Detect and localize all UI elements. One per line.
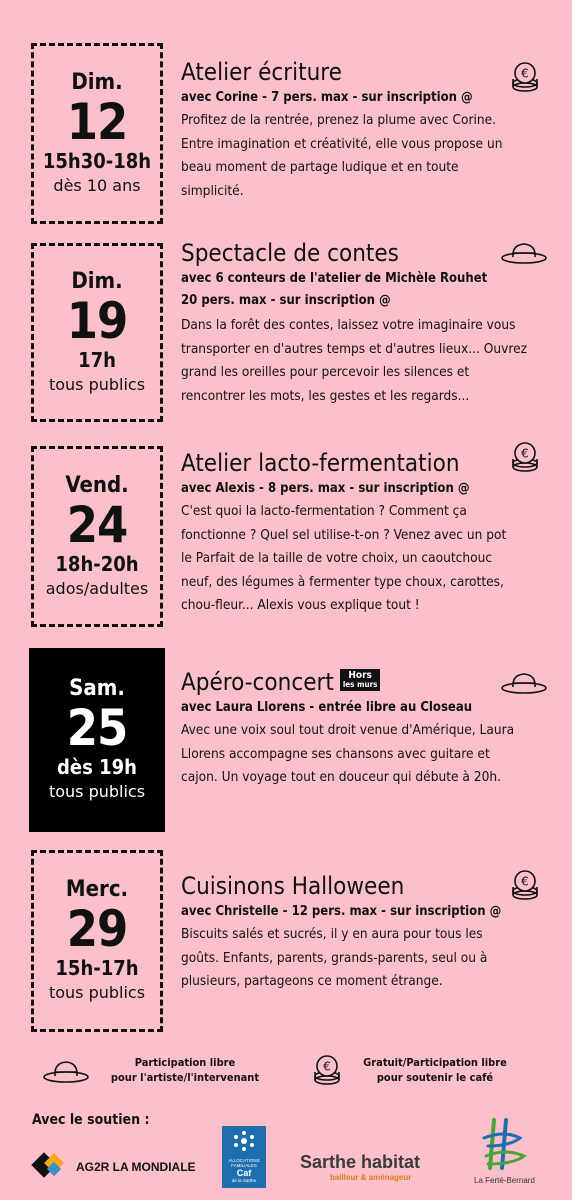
event-day: Dim. <box>71 69 123 95</box>
legend-hat-text: Participation libre pour l'artiste/l'intervenant <box>110 1056 260 1084</box>
event-day: Dim. <box>71 268 123 294</box>
ferte-bernard-logo-icon <box>480 1116 528 1172</box>
hors-les-murs-badge: Hors les murs <box>340 669 381 691</box>
support-title: Avec le soutien : <box>32 1112 150 1128</box>
event-audience: dès 10 ans <box>53 175 141 195</box>
sarthe-habitat-logo: Sarthe habitat <box>300 1152 421 1172</box>
event-title: Atelier lacto-fermentation <box>181 449 460 477</box>
svg-text:€: € <box>521 446 529 461</box>
event-audience: tous publics <box>48 374 146 394</box>
event-title: Cuisinons Halloween <box>181 872 405 900</box>
event-subtitle: avec Corine - 7 pers. max - sur inscription @ <box>181 90 473 105</box>
caf-text-2: FAMILIALES <box>231 1163 257 1168</box>
svg-text:€: € <box>521 874 529 889</box>
event-subtitle: avec Alexis - 8 pers. max - sur inscription @ <box>181 481 470 496</box>
event-description: Biscuits salés et sucrés, il y en aura pour tous les goûts. Enfants, parents, grands-parents, seul ou à plusieurs, partageons ce moment étrange. <box>181 926 488 990</box>
event-title: Apéro-concert Hors les murs <box>181 667 541 697</box>
hat-icon <box>42 1058 90 1086</box>
event-time: 15h30-18h <box>42 148 152 173</box>
coins-icon <box>508 60 542 94</box>
legend-coins-text: Gratuit/Participation libre pour soutenir le café <box>363 1056 507 1084</box>
event-description: Dans la forêt des contes, laissez votre imaginaire vous transporter en d'autres temps et d'autres lieux... Ouvrez grand les oreilles pour percevoir les silences et rencontrer les mots, les gestes et les regards... <box>181 317 528 404</box>
svg-text:€: € <box>323 1059 331 1074</box>
event-date-number: 29 <box>66 900 128 958</box>
event-description: C'est quoi la lacto-fermentation ? Comment ça fonctionne ? Quel sel utilise-t-on ? Venez avec un pot le Parfait de la taille de votre choix, un caoutchouc neuf, des légumes à fermenter type choux, carottes, chou-fleur... Alexis vous explique tout ! <box>181 503 507 614</box>
event-description: Avec une voix soul tout droit venue d'Amérique, Laura Llorens accompagne ses chansons avec guitare et cajon. Un voyage tout en douceur qui débute à 20h. <box>181 722 515 786</box>
caf-text-1: ALLOCATIONS <box>228 1158 260 1163</box>
coins-icon <box>310 1053 344 1087</box>
event-time: dès 19h <box>57 755 137 779</box>
event-audience: tous publics <box>48 983 146 1002</box>
caf-text-4: de la Sarthe <box>231 1178 257 1183</box>
event-date-number: 24 <box>66 495 128 554</box>
event-subtitle: avec Christelle - 12 pers. max - sur inscription @ <box>181 904 502 919</box>
event-day: Vend. <box>65 472 129 498</box>
event-time: 17h <box>78 347 116 372</box>
event-subtitle-2: 20 pers. max - sur inscription @ <box>181 293 391 308</box>
sarthe-habitat-subtitle: bailleur & aménageur <box>330 1173 412 1182</box>
ferte-bernard-text: La Ferté-Bernard <box>474 1176 535 1185</box>
caf-logo <box>222 1126 266 1188</box>
hat-icon <box>500 670 548 696</box>
coins-icon <box>508 440 542 474</box>
event-time: 18h-20h <box>55 551 139 576</box>
date-box <box>29 648 165 832</box>
event-date-number: 19 <box>66 291 128 350</box>
event-subtitle: avec 6 conteurs de l'atelier de Michèle Rouhet <box>181 271 488 286</box>
event-time: 15h-17h <box>55 956 139 980</box>
date-box <box>31 446 163 627</box>
coins-icon <box>508 868 542 902</box>
event-description: Profitez de la rentrée, prenez la plume avec Corine. Entre imagination et créativité, elle vous propose un beau moment de partage ludique et en toute simplicité. <box>181 112 503 199</box>
ag2r-logo-icon <box>31 1150 71 1184</box>
ag2r-logo-text: AG2R LA MONDIALE <box>76 1160 196 1174</box>
hat-icon <box>500 240 548 266</box>
date-box <box>31 850 163 1032</box>
event-title: Atelier écriture <box>181 58 342 86</box>
date-box <box>31 243 163 422</box>
svg-text:€: € <box>521 66 529 81</box>
event-subtitle: avec Laura Llorens - entrée libre au Closeau <box>181 700 473 715</box>
event-day: Merc. <box>65 877 129 902</box>
event-title: Spectacle de contes <box>181 239 399 267</box>
event-day: Sam. <box>69 676 125 701</box>
event-date-number: 12 <box>66 92 128 151</box>
event-audience: ados/adultes <box>45 578 149 598</box>
caf-text-3: Caf <box>236 1168 252 1178</box>
date-box <box>31 43 163 224</box>
event-audience: tous publics <box>48 782 146 801</box>
event-date-number: 25 <box>66 699 128 757</box>
snowflake-icon <box>229 1129 259 1153</box>
